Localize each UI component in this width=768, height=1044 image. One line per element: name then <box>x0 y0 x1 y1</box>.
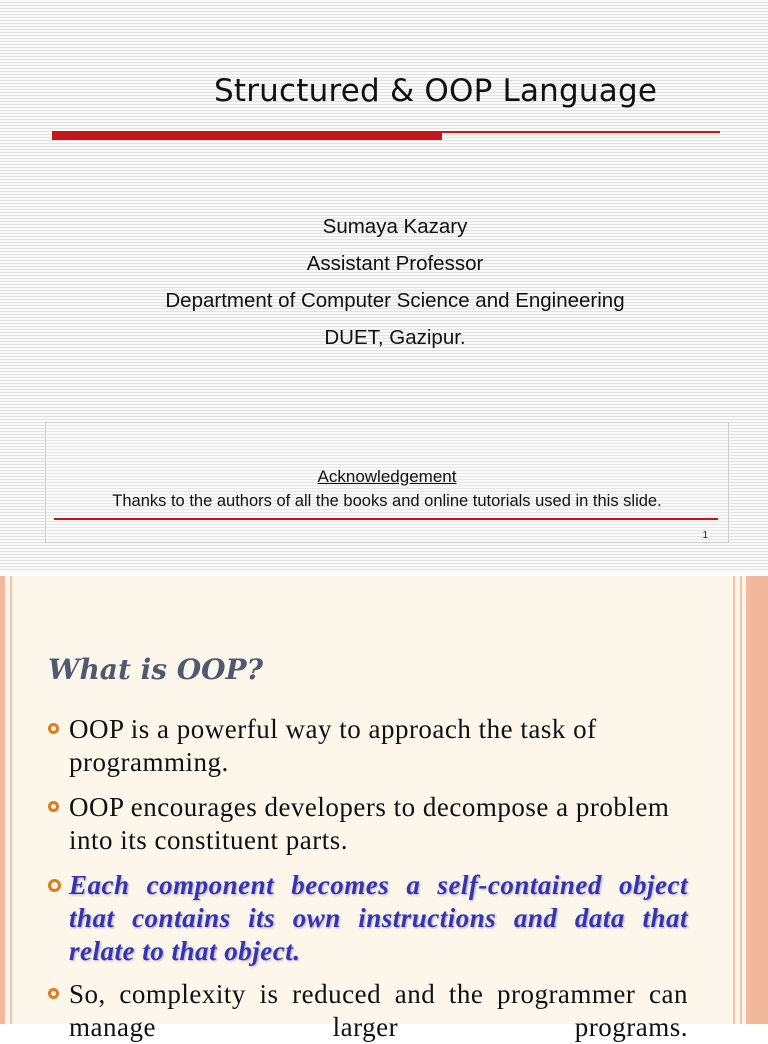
bullet-circle-icon <box>48 988 59 999</box>
author-position: Assistant Professor <box>306 252 484 275</box>
author-department: Department of Computer Science and Engineering <box>165 289 625 312</box>
acknowledgement-text: Thanks to the authors of all the books and online tutorials used in this slide. <box>112 492 662 510</box>
acknowledgement-heading: Acknowledgement <box>317 467 457 486</box>
author-name: Sumaya Kazary <box>322 215 468 238</box>
bullet-item <box>48 713 688 779</box>
left-border-stripe <box>0 576 5 1024</box>
right-border-stripe <box>746 576 768 1024</box>
author-info <box>80 208 710 356</box>
slide-heading: What is OOP? <box>48 653 264 686</box>
slide-number: 1 <box>702 530 708 541</box>
acknowledgement-box <box>45 422 729 543</box>
slide-2 <box>0 576 768 1042</box>
slide-title: Structured & OOP Language <box>214 73 658 109</box>
bullet-circle-icon <box>48 879 61 892</box>
acknowledgement-rule <box>54 518 718 520</box>
title-underline-thick <box>52 131 442 140</box>
bullet-text: OOP is a powerful way to approach the task of programming. <box>69 714 597 777</box>
bullet-text-emphasis: Each component becomes a self-contained object that contains its own instructions and data that relate to that object. <box>69 870 688 966</box>
left-border-line <box>10 576 12 1024</box>
right-border-line <box>733 576 735 1024</box>
bullet-item <box>48 978 688 1044</box>
author-institution: DUET, Gazipur. <box>324 326 466 349</box>
bullet-text: So, complexity is reduced and the programmer can manage larger programs. <box>69 979 688 1042</box>
bullet-text: OOP encourages developers to decompose a problem into its constituent parts. <box>69 792 670 855</box>
title-underline-thin <box>442 131 720 133</box>
bullet-circle-icon <box>48 723 59 734</box>
right-border-line <box>740 576 742 1024</box>
bullet-item-emphasis <box>48 869 688 968</box>
bullet-item <box>48 791 688 857</box>
bullet-circle-icon <box>48 801 59 812</box>
